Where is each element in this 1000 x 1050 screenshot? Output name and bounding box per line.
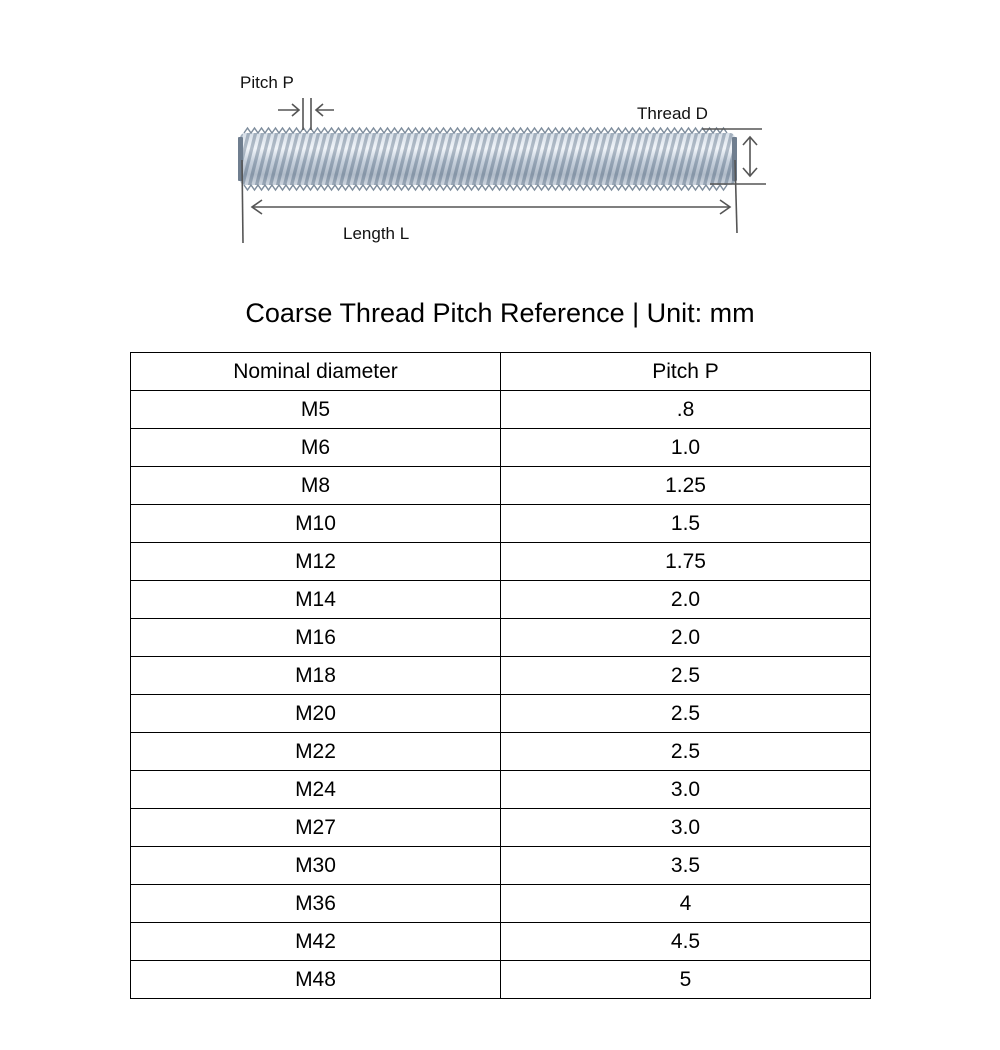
pitch-cell: 4.5	[501, 923, 871, 961]
table-body	[131, 391, 871, 999]
table-row	[131, 657, 871, 695]
threaded-rod-diagram	[0, 0, 1000, 290]
header-pitch: Pitch P	[501, 353, 871, 391]
page-title: Coarse Thread Pitch Reference | Unit: mm	[245, 298, 755, 328]
pitch-cell: 1.5	[501, 505, 871, 543]
table-row	[131, 467, 871, 505]
thread-diameter-label: Thread D	[637, 104, 708, 123]
pitch-reference-table	[130, 352, 871, 999]
pitch-cell: 1.25	[501, 467, 871, 505]
pitch-cell: 1.0	[501, 429, 871, 467]
table-row	[131, 619, 871, 657]
pitch-cell: .8	[501, 391, 871, 429]
pitch-cell: 3.0	[501, 771, 871, 809]
table-row	[131, 923, 871, 961]
pitch-cell: 3.5	[501, 847, 871, 885]
nominal-diameter-cell: M24	[131, 771, 501, 809]
table-row	[131, 505, 871, 543]
table-row	[131, 809, 871, 847]
nominal-diameter-cell: M48	[131, 961, 501, 999]
pitch-label: Pitch P	[240, 73, 294, 92]
nominal-diameter-cell: M12	[131, 543, 501, 581]
nominal-diameter-cell: M6	[131, 429, 501, 467]
pitch-cell: 2.0	[501, 619, 871, 657]
nominal-diameter-cell: M5	[131, 391, 501, 429]
header-nominal-diameter: Nominal diameter	[131, 353, 501, 391]
nominal-diameter-cell: M18	[131, 657, 501, 695]
pitch-cell: 5	[501, 961, 871, 999]
threaded-rod-drawing	[0, 0, 1000, 290]
pitch-cell: 4	[501, 885, 871, 923]
nominal-diameter-cell: M27	[131, 809, 501, 847]
pitch-dimension	[278, 98, 334, 130]
table-row	[131, 543, 871, 581]
nominal-diameter-cell: M8	[131, 467, 501, 505]
pitch-cell: 2.5	[501, 695, 871, 733]
table-row	[131, 581, 871, 619]
pitch-cell: 3.0	[501, 809, 871, 847]
pitch-cell: 1.75	[501, 543, 871, 581]
nominal-diameter-cell: M10	[131, 505, 501, 543]
pitch-cell: 2.5	[501, 733, 871, 771]
table-row	[131, 771, 871, 809]
table-row	[131, 885, 871, 923]
table-header-row	[131, 353, 871, 391]
table-row	[131, 733, 871, 771]
length-label: Length L	[343, 224, 410, 243]
table-row	[131, 847, 871, 885]
table-row	[131, 961, 871, 999]
nominal-diameter-cell: M36	[131, 885, 501, 923]
table-row	[131, 695, 871, 733]
nominal-diameter-cell: M22	[131, 733, 501, 771]
nominal-diameter-cell: M42	[131, 923, 501, 961]
nominal-diameter-cell: M14	[131, 581, 501, 619]
pitch-cell: 2.5	[501, 657, 871, 695]
nominal-diameter-cell: M30	[131, 847, 501, 885]
table-row	[131, 429, 871, 467]
threaded-rod	[238, 128, 737, 190]
nominal-diameter-cell: M16	[131, 619, 501, 657]
table-row	[131, 391, 871, 429]
pitch-cell: 2.0	[501, 581, 871, 619]
nominal-diameter-cell: M20	[131, 695, 501, 733]
